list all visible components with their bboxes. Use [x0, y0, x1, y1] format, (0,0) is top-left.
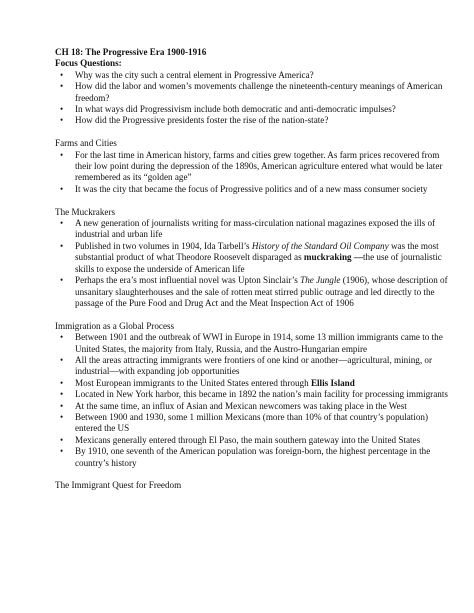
bullet-text: (1906), whose description of unsanitary slaughterhouses and the sale of rotten meat stirred public outrage and led directly to the passage of the Pure Food and Drug Act and the Meat Inspection Act of 1906 — [75, 275, 448, 308]
bullet-item — [55, 241, 450, 275]
bullet-icon: • — [60, 446, 64, 457]
bold-term: muckraking — — [303, 252, 363, 263]
focus-question-item — [55, 115, 450, 126]
bullet-icon: • — [60, 81, 64, 92]
chapter-title: CH 18: The Progressive Era 1900-1916 — [55, 47, 207, 57]
bullet-icon: • — [60, 275, 64, 286]
sections-container — [55, 138, 450, 492]
focus-question-text: How did the labor and women’s movements challenge the nineteenth-century meanings of American freedom? — [75, 81, 443, 103]
bullet-item — [55, 332, 450, 355]
bullet-icon: • — [60, 332, 64, 343]
section-bullet-list — [55, 332, 450, 469]
bullet-text: For the last time in American history, farms and cities grew together. As farm prices recovered from their low point during the depression of the 1890s, American agriculture entered what would be later remembered as its “golden age” — [75, 149, 443, 183]
bullet-icon: • — [60, 183, 64, 194]
bullet-icon: • — [60, 115, 64, 126]
bullet-item — [55, 412, 450, 435]
section-heading: The Muckrakers — [55, 206, 116, 217]
bullet-icon: • — [60, 434, 64, 445]
bullet-item — [55, 150, 450, 184]
section-heading: Immigration as a Global Process — [55, 320, 175, 331]
italic-title: The Jungle — [300, 275, 341, 286]
section-heading: The Immigrant Quest for Freedom — [55, 480, 182, 491]
bullet-item — [55, 275, 450, 309]
bullet-icon: • — [60, 389, 64, 400]
bullet-text: Located in New York harbor, this became in 1892 the nation’s main facility for processing immigrants — [75, 389, 448, 400]
italic-title: History of the Standard Oil Company — [251, 240, 389, 251]
bullet-item — [55, 378, 450, 389]
bullet-icon: • — [60, 149, 64, 160]
bullet-icon: • — [60, 104, 64, 115]
bullet-item — [55, 355, 450, 378]
bullet-icon: • — [60, 377, 64, 388]
bullet-text: the use of journalistic skills to expose the underside of American life — [75, 252, 442, 274]
bullet-text: It was the city that became the focus of Progressive politics and of a new mass consumer society — [75, 183, 428, 194]
bullet-text: By 1910, one seventh of the American population was foreign-born, the highest percentage in the country’s history — [75, 446, 431, 468]
bullet-item — [55, 218, 450, 241]
bullet-icon: • — [60, 354, 64, 365]
bullet-text: All the areas attracting immigrants were frontiers of one kind or another—agricultural, mining, or industrial—with expanding job opportunities — [75, 354, 433, 377]
bullet-icon: • — [60, 218, 64, 229]
bullet-text: Most European immigrants to the United States entered through — [75, 377, 311, 388]
bullet-item — [55, 389, 450, 400]
bullet-text: Between 1901 and the outbreak of WWI in Europe in 1914, some 13 million immigrants came to the United States, the majority from Italy, Russia, and the Austro-Hungarian empire — [75, 332, 443, 354]
bullet-text: Between 1900 and 1930, some 1 million Mexicans (more than 10% of that country’s population) entered the US — [75, 411, 429, 434]
focus-question-text: Why was the city such a central element in Progressive America? — [75, 69, 314, 80]
focus-questions-label: Focus Questions: — [55, 58, 122, 69]
bullet-text: A new generation of journalists writing for mass-circulation national magazines exposed the ills of industrial and urban life — [75, 218, 436, 240]
bullet-item — [55, 446, 450, 469]
bold-term: Ellis Island — [310, 377, 355, 388]
focus-question-text: How did the Progressive presidents foster the rise of the nation-state? — [75, 115, 329, 126]
section-heading: Farms and Cities — [55, 138, 117, 149]
document-page — [55, 47, 450, 492]
focus-question-text: In what ways did Progressivism include both democratic and anti-democratic impulses? — [75, 104, 396, 115]
bullet-item — [55, 401, 450, 412]
bullet-item — [55, 184, 450, 195]
bullet-text: was the most substantial product of what Theodore Roosevelt disparaged as — [75, 240, 439, 263]
bullet-icon: • — [60, 411, 64, 422]
focus-questions-list — [55, 70, 450, 127]
bullet-text: At the same time, an influx of Asian and Mexican newcomers was taking place in the West — [75, 400, 407, 411]
bullet-text: Published in two volumes in 1904, Ida Tarbell’s — [75, 240, 252, 251]
focus-question-item — [55, 104, 450, 115]
bullet-icon: • — [60, 69, 64, 80]
bullet-item — [55, 435, 450, 446]
bullet-icon: • — [60, 400, 64, 411]
bullet-icon: • — [60, 240, 64, 251]
focus-question-item — [55, 70, 450, 81]
section-bullet-list — [55, 218, 450, 309]
bullet-text: Mexicans generally entered through El Paso, the main southern gateway into the United States — [75, 434, 421, 445]
focus-question-item — [55, 81, 450, 104]
bullet-text: Perhaps the era’s most influential novel was Upton Sinclair’s — [75, 275, 301, 286]
section-bullet-list — [55, 150, 450, 196]
